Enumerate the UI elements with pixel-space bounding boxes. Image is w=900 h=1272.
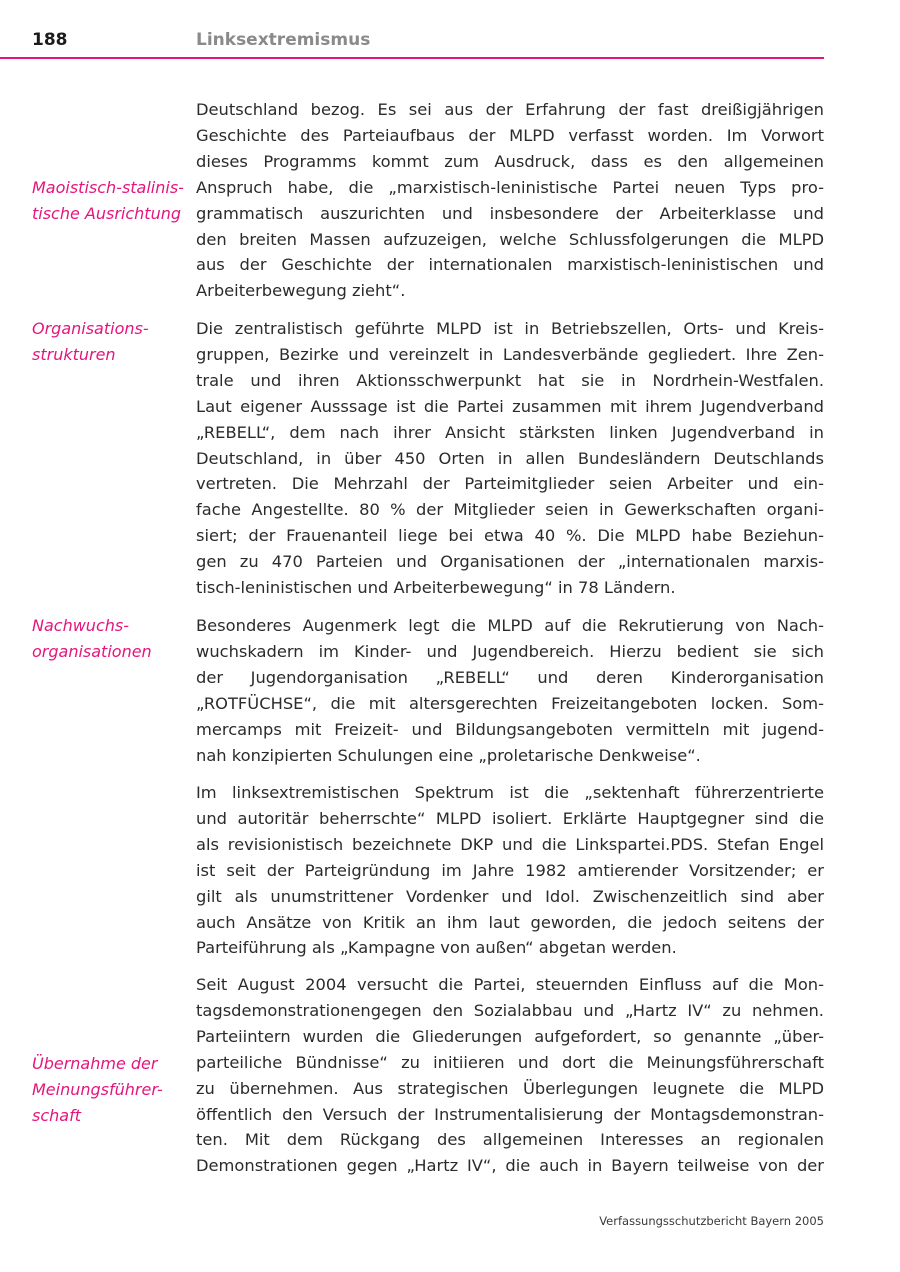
text-line: aus der Geschichte der internationalen marxistisch-leninistischen und	[196, 255, 824, 275]
text-line: der Jugendorganisation „REBELL“ und deren Kinderorganisation	[196, 667, 824, 687]
margin-note-line: tische Ausrichtung	[32, 204, 182, 223]
margin-note-line: Meinungsführer-	[32, 1080, 163, 1099]
margin-note-line: organisationen	[32, 642, 152, 661]
text-line: Parteiintern wurden die Gliederungen aufgefordert, so genannte „über-	[196, 1026, 824, 1046]
text-line: grammatisch auszurichten und insbesondere der Arbeiterklasse und	[196, 203, 824, 223]
text-line: parteiliche Bündnisse“ zu initiieren und dort die Meinungsführerschaft	[196, 1052, 824, 1072]
margin-note-line: Übernahme der	[32, 1054, 158, 1073]
text-line: Deutschland bezog. Es sei aus der Erfahrung der fast dreißigjährigen	[196, 100, 824, 119]
running-title: Linksextremismus	[196, 30, 371, 50]
text-line: vertreten. Die Mehrzahl der Parteimitglieder seien Arbeiter und ein-	[196, 474, 824, 494]
paragraph-recruitment	[196, 613, 824, 768]
text-line: gen zu 470 Parteien und Organisationen der „internationalen marxis-	[196, 552, 824, 572]
text-line: ist seit der Parteigründung im Jahre 1982 amtierender Vorsitzender; er	[196, 860, 824, 880]
paragraph-isolation	[196, 780, 824, 961]
text-line: gilt als unumstrittener Vordenker und Idol. Zwischenzeitlich sind aber	[196, 886, 824, 906]
margin-note-line: strukturen	[32, 345, 116, 364]
margin-note-maoist	[32, 175, 184, 227]
text-line: Deutschland, in über 450 Orten in allen Bundesländern Deutschlands	[196, 448, 824, 468]
text-line: „ROTFÜCHSE“, die mit altersgerechten Freizeitangeboten locken. Som-	[196, 693, 824, 713]
text-line: nah konzipierten Schulungen eine „proletarische Denkweise“.	[196, 745, 701, 765]
text-line: tisch-leninistischen und Arbeiterbewegung“ in 78 Ländern.	[196, 578, 676, 598]
text-line: zu übernehmen. Aus strategischen Überlegungen leugnete die MLPD	[196, 1078, 824, 1098]
text-line: Seit August 2004 versucht die Partei, steuernden Einfluss auf die Mon-	[196, 975, 824, 994]
paragraph-structure	[196, 316, 824, 601]
text-line: dieses Programms kommt zum Ausdruck, dass es den allgemeinen	[196, 151, 824, 171]
text-line: Die zentralistisch geführte MLPD ist in Betriebszellen, Orts- und Kreis-	[196, 319, 824, 338]
text-line: auch Ansätze von Kritik an ihm laut geworden, die jedoch seitens der	[196, 912, 824, 932]
text-line: mercamps mit Freizeit- und Bildungsangeboten vermitteln mit jugend-	[196, 719, 824, 739]
margin-note-line: schaft	[32, 1106, 81, 1125]
margin-note-organisation	[32, 316, 184, 368]
text-line: Arbeiterbewegung zieht“.	[196, 281, 406, 301]
text-line: Im linksextremistischen Spektrum ist die „sektenhaft führerzentrierte	[196, 783, 824, 802]
text-line: Anspruch habe, die „marxistisch-leninistische Partei neuen Typs pro-	[196, 177, 824, 197]
margin-note-uebernahme	[32, 1051, 184, 1129]
margin-note-line: Organisations-	[32, 319, 149, 338]
text-line: Besonderes Augenmerk legt die MLPD auf die Rekrutierung von Nach-	[196, 616, 824, 635]
page-number: 188	[32, 30, 68, 50]
text-line: tagsdemonstrationengegen den Sozialabbau und „Hartz IV“ zu nehmen.	[196, 1000, 824, 1020]
text-line: Parteiführung als „Kampagne von außen“ abgetan werden.	[196, 938, 677, 958]
paragraph-program	[196, 97, 824, 304]
text-line: Geschichte des Parteiaufbaus der MLPD verfasst worden. Im Vorwort	[196, 125, 824, 145]
text-line: wuchskadern im Kinder- und Jugendbereich. Hierzu bedient sie sich	[196, 641, 824, 661]
margin-note-line: Maoistisch-stalinis-	[32, 178, 184, 197]
text-line: trale und ihren Aktionsschwerpunkt hat sie in Nordrhein-Westfalen.	[196, 370, 824, 390]
text-line: Demonstrationen gegen „Hartz IV“, die auch in Bayern teilweise von der	[196, 1156, 824, 1176]
text-line: und autoritär beherrschte“ MLPD isoliert. Erklärte Hauptgegner sind die	[196, 808, 824, 828]
text-line: fache Angestellte. 80 % der Mitglieder seien in Gewerkschaften organi-	[196, 500, 824, 520]
text-line: siert; der Frauenanteil liege bei etwa 40 %. Die MLPD habe Beziehun-	[196, 526, 824, 546]
margin-note-line: Nachwuchs-	[32, 616, 129, 635]
page-footer: Verfassungsschutzbericht Bayern 2005	[599, 1214, 824, 1228]
text-line: gruppen, Bezirke und vereinzelt in Landesverbände gegliedert. Ihre Zen-	[196, 344, 824, 364]
text-line: ten. Mit dem Rückgang des allgemeinen Interesses an regionalen	[196, 1130, 824, 1150]
text-line: öffentlich den Versuch der Instrumentalisierung der Montagsdemonstran-	[196, 1104, 824, 1124]
page-header	[0, 0, 824, 59]
text-line: als revisionistisch bezeichnete DKP und die Linkspartei.PDS. Stefan Engel	[196, 834, 824, 854]
text-line: „REBELL“, dem nach ihrer Ansicht stärksten linken Jugendverband in	[196, 422, 824, 442]
text-line: Laut eigener Ausssage ist die Partei zusammen mit ihrem Jugendverband	[196, 396, 824, 416]
paragraph-montagsdemo	[196, 972, 824, 1179]
text-line: den breiten Massen aufzuzeigen, welche Schlussfolgerungen die MLPD	[196, 229, 824, 249]
margin-note-nachwuchs	[32, 613, 184, 665]
